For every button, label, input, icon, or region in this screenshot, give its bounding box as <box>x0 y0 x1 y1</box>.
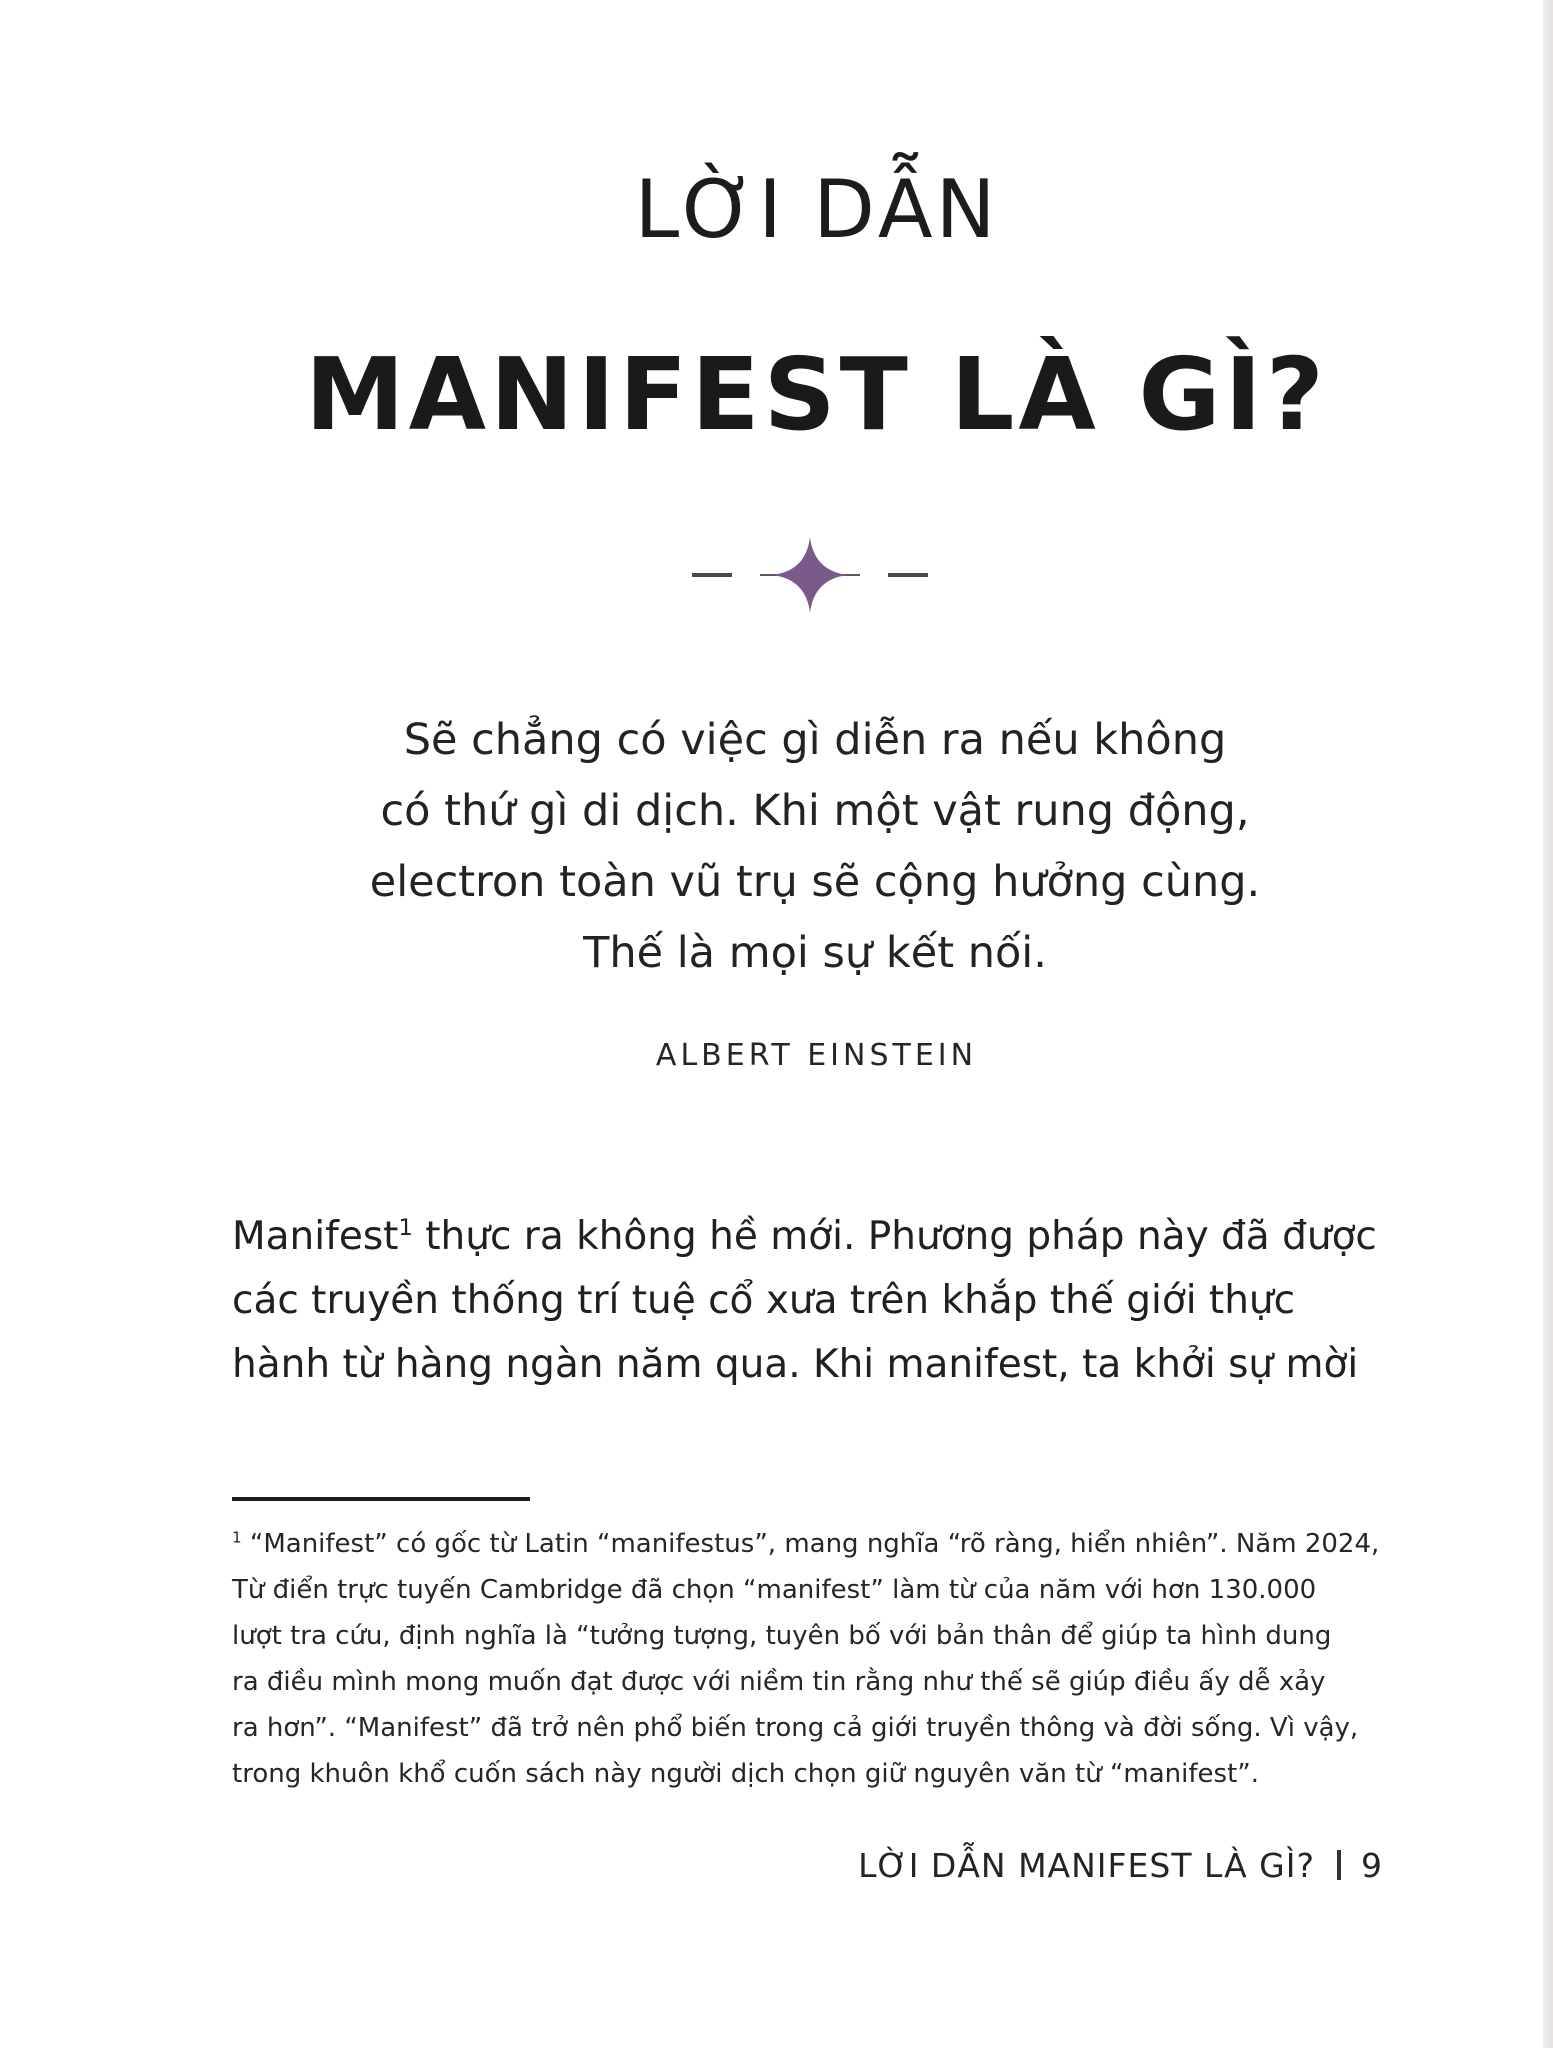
epigraph-line: Sẽ chẳng có việc gì diễn ra nếu không <box>403 715 1227 765</box>
footnote <box>232 1521 1452 1797</box>
footnote-line: ra hơn”. “Manifest” đã trở nên phổ biến trong cả giới truyền thông và đời sống. Vì vậy, <box>232 1713 1359 1743</box>
running-title: LỜI DẪN MANIFEST LÀ GÌ? <box>858 1846 1315 1885</box>
running-footer <box>858 1846 1383 1885</box>
ornament-star <box>772 537 848 613</box>
footnote-line: trong khuôn khổ cuốn sách này người dịch chọn giữ nguyên văn từ “manifest”. <box>232 1759 1259 1789</box>
ornament-dash-right <box>888 573 928 577</box>
footnote-divider <box>232 1497 530 1501</box>
footnote-marker: 1 <box>232 1528 242 1547</box>
footnote-line: ra điều mình mong muốn đạt được với niềm tin rằng như thế sẽ giúp điều ấy dễ xảy <box>232 1667 1326 1697</box>
body-text-rest: thực ra không hề mới. Phương pháp này đã được <box>412 1214 1377 1259</box>
footer-divider <box>1337 1850 1341 1880</box>
footnote-line <box>232 1521 1452 1567</box>
footnote-text: “Manifest” có gốc từ Latin “manifestus”, mang nghĩa “rõ ràng, hiển nhiên”. Năm 2024, <box>241 1529 1380 1559</box>
epigraph-line: Thế là mọi sự kết nối. <box>583 928 1047 978</box>
ornament-dash-left <box>692 573 732 577</box>
footnote-line: Từ điển trực tuyến Cambridge đã chọn “manifest” làm từ của năm với hơn 130.000 <box>232 1575 1317 1605</box>
body-text-start: Manifest <box>232 1214 399 1259</box>
chapter-title: MANIFEST LÀ GÌ? <box>305 336 1328 453</box>
page-number: 9 <box>1361 1846 1383 1885</box>
body-line <box>232 1205 1452 1269</box>
page-edge <box>1543 0 1553 2048</box>
four-point-star-icon <box>690 535 930 615</box>
body-paragraph <box>232 1205 1452 1397</box>
epigraph-quote <box>230 705 1400 989</box>
epigraph-line: electron toàn vũ trụ sẽ cộng hưởng cùng. <box>369 857 1261 907</box>
footnote-reference: 1 <box>398 1215 413 1241</box>
epigraph-line: có thứ gì di dịch. Khi một vật rung động, <box>380 786 1250 836</box>
body-line: hành từ hàng ngàn năm qua. Khi manifest, ta khởi sự mời <box>232 1342 1359 1387</box>
footnote-line: lượt tra cứu, định nghĩa là “tưởng tượng, tuyên bố với bản thân để giúp ta hình dung <box>232 1621 1332 1651</box>
epigraph-author: ALBERT EINSTEIN <box>655 1038 978 1073</box>
body-line: các truyền thống trí tuệ cổ xưa trên khắp thế giới thực <box>232 1278 1296 1323</box>
chapter-label: LỜI DẪN <box>634 163 999 256</box>
